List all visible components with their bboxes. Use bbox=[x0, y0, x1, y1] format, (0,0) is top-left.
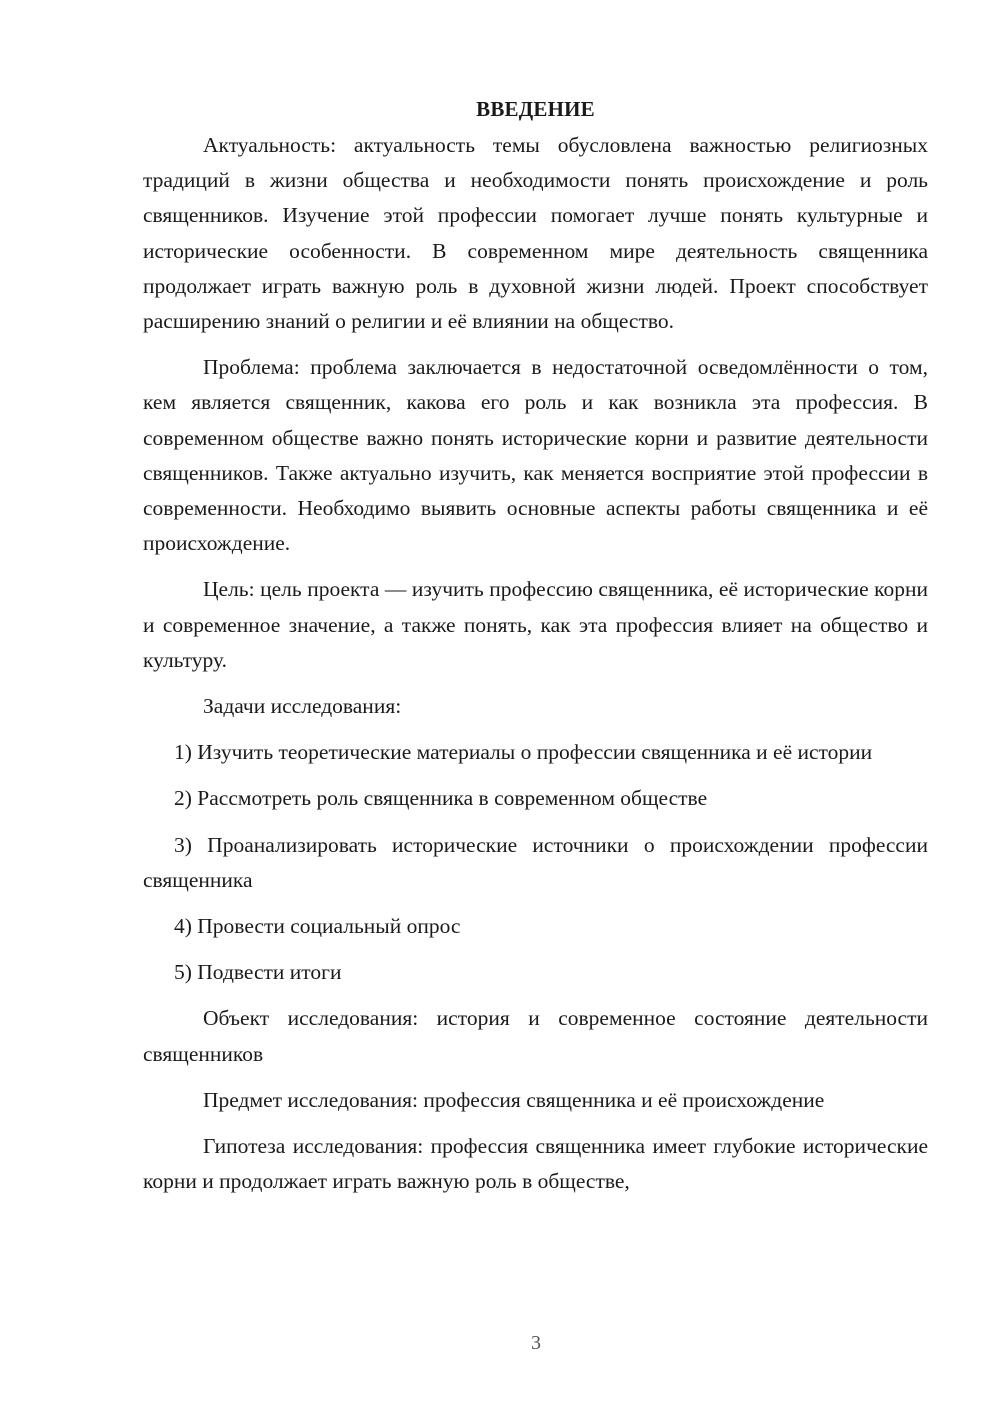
page-number: 3 bbox=[531, 1332, 541, 1354]
goal-paragraph: Цель: цель проекта — изучить профессию священника, её исторические корни и современное значение, а также понять, как эта профессия влияет на общество и культуру. bbox=[143, 577, 928, 672]
task-item-1: 1) Изучить теоретические материалы о профессии священника и её истории bbox=[174, 740, 873, 765]
task-item-3: 3) Проанализировать исторические источники о происхождении профессии священника bbox=[143, 832, 928, 892]
task-item-4: 4) Провести социальный опрос bbox=[174, 914, 461, 939]
section-title: ВВЕДЕНИЕ bbox=[476, 97, 595, 121]
task-item-5: 5) Подвести итоги bbox=[174, 960, 342, 985]
hypothesis-paragraph: Гипотеза исследования: профессия священника имеет глубокие исторические корни и продолжает играть важную роль в обществе, bbox=[143, 1134, 928, 1194]
document-page bbox=[143, 92, 928, 1210]
problem-paragraph: Проблема: проблема заключается в недостаточной осведомлённости о том, кем является священник, какова его роль и как возникла эта профессия. В современном обществе важно понять исторические корни и развитие деятельности священников. Также актуально изучить, как меняется восприятие этой профессии в современности. Необходимо выявить основные аспекты работы священника и её происхождение. bbox=[143, 355, 928, 556]
relevance-paragraph: Актуальность: актуальность темы обусловлена важностью религиозных традиций в жизни общества и необходимости понять происхождение и роль священников. Изучение этой профессии помогает лучше понять культурные и исторические особенности. В современном мире деятельность священника продолжает играть важную роль в духовной жизни людей. Проект способствует расширению знаний о религии и её влиянии на общество. bbox=[143, 133, 928, 334]
subject-paragraph: Предмет исследования: профессия священника и её происхождение bbox=[203, 1087, 825, 1112]
tasks-heading: Задачи исследования: bbox=[203, 694, 402, 719]
object-paragraph: Объект исследования: история и современное состояние деятельности священников bbox=[143, 1006, 928, 1066]
task-item-2: 2) Рассмотреть роль священника в современном обществе bbox=[174, 786, 708, 811]
